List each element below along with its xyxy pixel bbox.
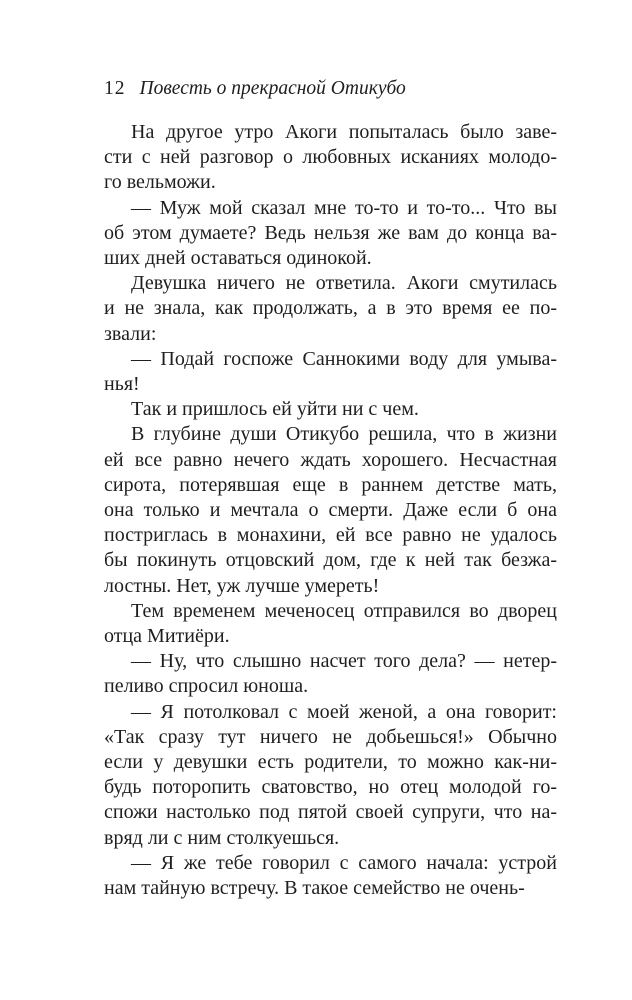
text-line: нам тайную встречу. В такое семейство не очень- (104, 877, 525, 900)
text-line: пеливо спросил юноша. (104, 675, 309, 698)
text-line: отца Митиёри. (104, 625, 230, 648)
paragraph (104, 271, 557, 347)
paragraph (104, 700, 557, 851)
text-line: ших дней оставаться одинокой. (104, 247, 372, 270)
page-body (104, 120, 557, 901)
text-line: если у девушки есть родители, то можно как-ни- (104, 751, 557, 774)
running-title: Повесть о прекрасной Отикубо (139, 78, 406, 99)
text-line: Так и пришлось ей уйти ни с чем. (131, 398, 419, 421)
paragraph (104, 120, 557, 196)
text-line: — Я же тебе говорил с самого начала: устрой (131, 851, 557, 874)
text-line: Тем временем меченосец отправился во дворец (131, 599, 557, 622)
paragraph (104, 397, 557, 422)
text-line: На другое утро Акоги попыталась было заве- (131, 121, 557, 143)
text-line: и не знала, как продолжать, а в это время ее по- (104, 297, 557, 320)
page-number: 12 (104, 78, 126, 99)
paragraph (104, 649, 557, 699)
text-line: го вельможи. (104, 171, 216, 194)
text-line: — Ну, что слышно насчет того дела? — нетер- (131, 650, 557, 673)
text-line: постриглась в монахини, ей все равно не удалось (104, 524, 557, 547)
paragraph (104, 599, 557, 649)
text-line: «Так сразу тут ничего не добьешься!» Обычно (104, 725, 557, 748)
text-line: нья! (104, 373, 140, 396)
paragraph (104, 851, 557, 901)
text-line: Девушка ничего не ответила. Акоги смутилась (131, 272, 557, 295)
text-line: — Подай госпоже Саннокими воду для умыва- (131, 347, 557, 370)
text-line: звали: (104, 322, 157, 345)
text-line: об этом думаете? Ведь нельзя же вам до конца ва- (104, 221, 557, 244)
text-line: сирота, потерявшая еще в раннем детстве мать, (104, 473, 557, 496)
paragraph (104, 422, 557, 598)
text-line: вряд ли с ним столкуешься. (104, 826, 340, 849)
text-line: — Муж мой сказал мне то-то и то-то... Что вы (131, 196, 557, 219)
paragraph (104, 196, 557, 272)
text-line: лостны. Нет, уж лучше умереть! (104, 574, 380, 597)
paragraph (104, 347, 557, 397)
running-head (104, 78, 406, 100)
text-line: сти с ней разговор о любовных исканиях молодо- (104, 146, 557, 169)
text-line: она только и мечтала о смерти. Даже если б она (104, 499, 557, 522)
text-line: будь поторопить сватовство, но отец молодой го- (104, 776, 557, 799)
text-line: В глубине души Отикубо решила, что в жизни (131, 423, 557, 446)
text-line: — Я потолковал с моей женой, а она говорит: (131, 700, 557, 723)
text-line: бы покинуть отцовский дом, где к ней так безжа- (104, 549, 557, 572)
text-line: спожи настолько под пятой своей супруги, что на- (104, 801, 557, 824)
text-line: ей все равно нечего ждать хорошего. Несчастная (104, 448, 557, 471)
